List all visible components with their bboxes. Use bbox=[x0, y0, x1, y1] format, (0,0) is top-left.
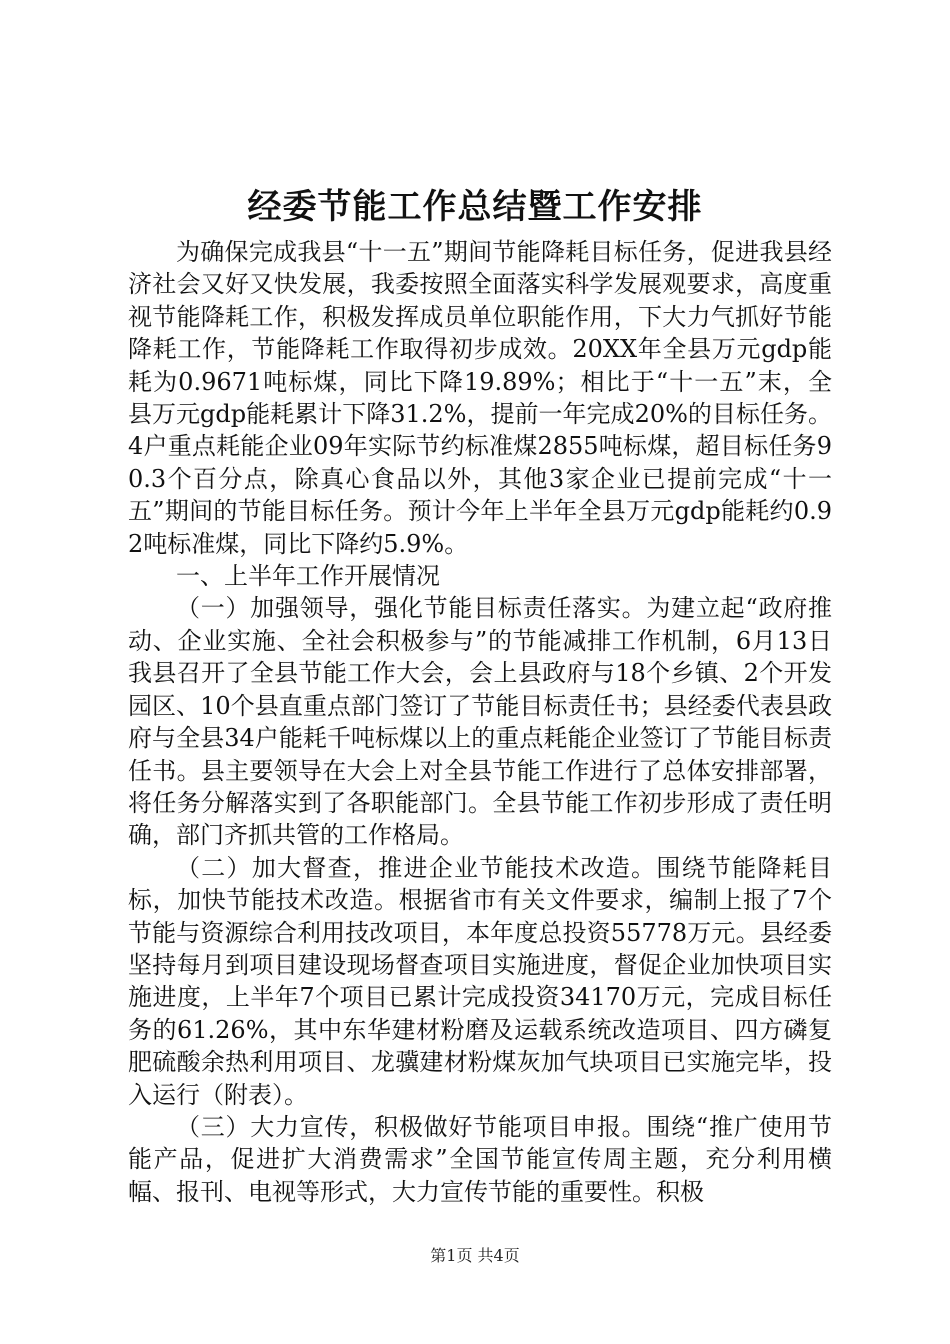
section-heading: 一、上半年工作开展情况 bbox=[176, 562, 440, 591]
intro-paragraph: 为确保完成我县“十一五”期间节能降耗目标任务，促进我县经济社会又好又快发展，我委按照全面落实科学发展观要求，高度重视节能降耗工作，积极发挥成员单位职能作用，下大力气抓好节能降耗工作，节能降耗工作取得初步成效。20XX年全县万元gdp能耗为0.9671吨标煤，同比下降19.89%；相比于“十一五”末，全县万元gdp能耗累计下降31.2%，提前一年完成20%的目标任务。4户重点耗能企业09年实际节约标准煤2855吨标煤，超目标任务90.3个百分点，除真心食品以外，其他3家企业已提前完成“十一五”期间的节能目标任务。预计今年上半年全县万元gdp能耗约0.92吨标准煤，同比下降约5.9%。 bbox=[128, 238, 832, 558]
document-title: 经委节能工作总结暨工作安排 bbox=[247, 187, 703, 227]
body-paragraph: （二）加大督查，推进企业节能技术改造。围绕节能降耗目标，加快节能技术改造。根据省市有关文件要求，编制上报了7个节能与资源综合利用技改项目，本年度总投资55778万元。县经委坚持每月到项目建设现场督查项目实施进度，督促企业加快项目实施进度，上半年7个项目已累计完成投资34170万元，完成目标任务的61.26%，其中东华建材粉磨及运载系统改造项目、四方磷复肥硫酸余热利用项目、龙骥建材粉煤灰加气块项目已实施完毕，投入运行（附表）。 bbox=[128, 853, 832, 1109]
page-footer: 第1页 共4页 bbox=[430, 1246, 520, 1265]
body-paragraph: （一）加强领导，强化节能目标责任落实。为建立起“政府推动、企业实施、全社会积极参与”的节能减排工作机制，6月13日我县召开了全县节能工作大会，会上县政府与18个乡镇、2个开发园区、10个县直重点部门签订了节能目标责任书；县经委代表县政府与全县34户能耗千吨标煤以上的重点耗能企业签订了节能目标责任书。县主要领导在大会上对全县节能工作进行了总体安排部署，将任务分解落实到了各职能部门。全县节能工作初步形成了责任明确，部门齐抓共管的工作格局。 bbox=[128, 594, 832, 850]
body-paragraph: （三）大力宣传，积极做好节能项目申报。围绕“推广使用节能产品，促进扩大消费需求”全国节能宣传周主题，充分利用横幅、报刊、电视等形式，大力宣传节能的重要性。积极 bbox=[128, 1112, 832, 1206]
document-body bbox=[128, 236, 832, 1208]
